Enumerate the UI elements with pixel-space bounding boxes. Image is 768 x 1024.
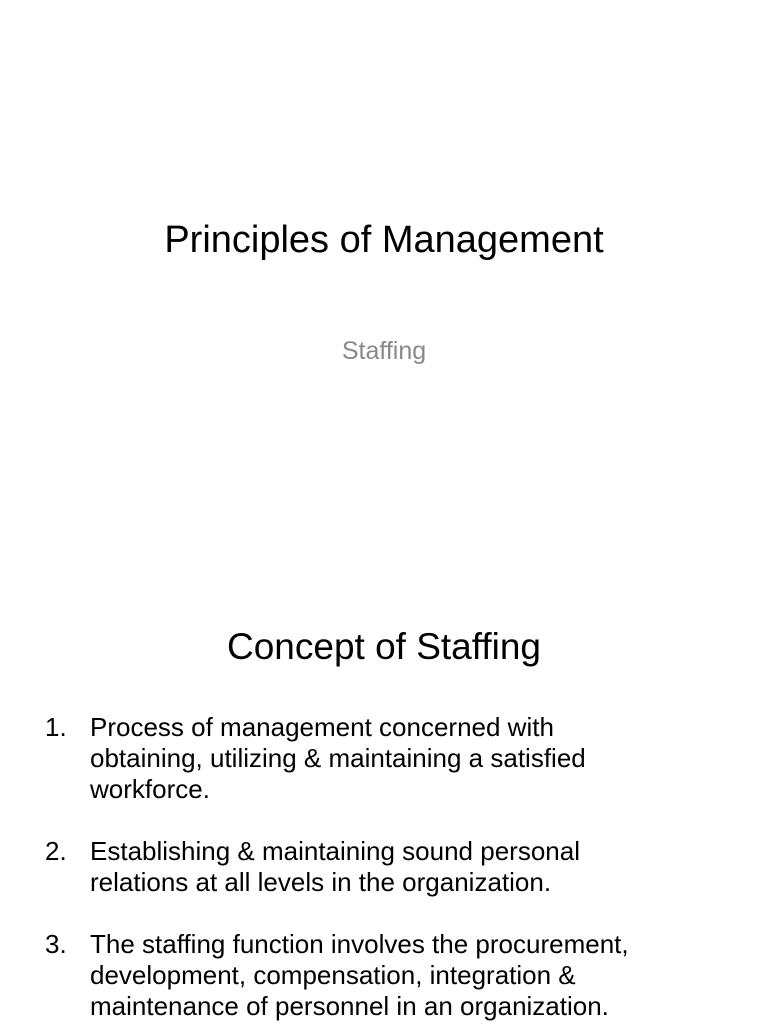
list-item-text xyxy=(90,836,748,898)
list-item-number: 2. xyxy=(45,836,67,866)
content-slide xyxy=(0,576,768,1024)
numbered-list xyxy=(0,712,768,1024)
list-item-line: obtaining, utilizing & maintaining a satisfied xyxy=(90,743,586,773)
list-item-number: 1. xyxy=(45,712,67,742)
list-item-line: maintenance of personnel in an organization. xyxy=(90,991,609,1021)
list-item-line: relations at all levels in the organization. xyxy=(90,867,552,897)
list-item-line: Establishing & maintaining sound personal xyxy=(90,836,580,866)
content-slide-title: Concept of Staffing xyxy=(226,626,542,667)
list-item xyxy=(0,712,768,805)
list-item-text xyxy=(90,929,748,1022)
list-item xyxy=(0,929,768,1022)
list-item-number: 3. xyxy=(45,929,67,959)
list-item-line: workforce. xyxy=(90,774,210,804)
list-item-line: The staffing function involves the procurement, xyxy=(90,929,629,959)
list-item xyxy=(0,836,768,898)
slide-subtitle: Staffing xyxy=(341,337,427,365)
slide-title: Principles of Management xyxy=(164,219,604,261)
list-item-line: Process of management concerned with xyxy=(90,712,554,742)
list-item-line: development, compensation, integration & xyxy=(90,960,576,990)
list-item-text xyxy=(90,712,748,805)
